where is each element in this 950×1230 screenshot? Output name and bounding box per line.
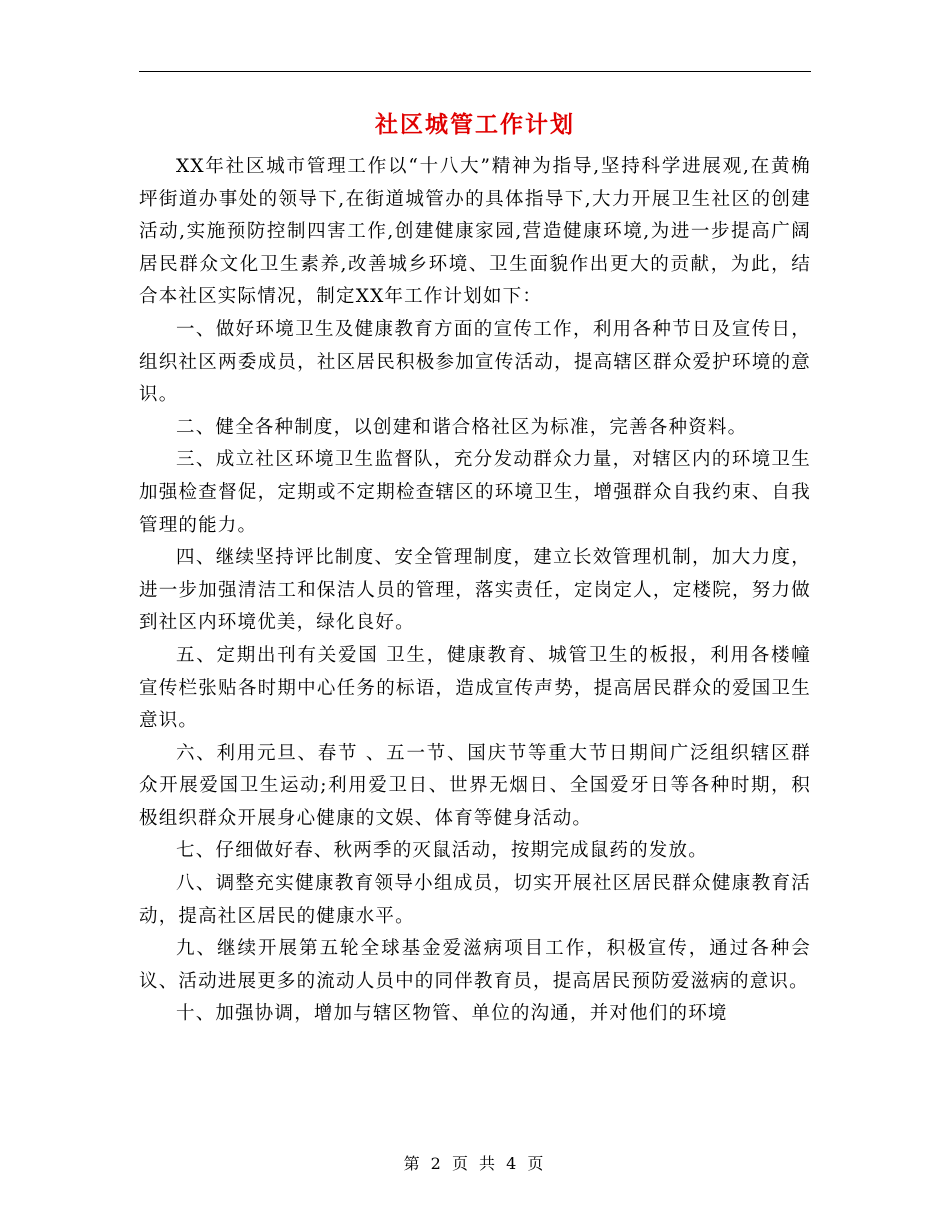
paragraph-item-10: 十、加强协调，增加与辖区物管、单位的沟通，并对他们的环境: [176, 1003, 728, 1025]
header-rule: [139, 71, 811, 72]
paragraph-item-1: 一、做好环境卫生及健康教育方面的宣传工作，利用各种节日及宣传日，组织社区两委成员，社区居民积极参加宣传活动，提高辖区群众爱护环境的意识。: [139, 318, 811, 406]
paragraph-item-8: 八、调整充实健康教育领导小组成员，切实开展社区居民群众健康教育活动，提高社区居民的健康水平。: [139, 873, 811, 927]
page-number-footer: 第 2 页 共 4 页: [403, 1154, 547, 1173]
paragraph-item-5: 五、定期出刊有关爱国 卫生，健康教育、城管卫生的板报，利用各楼幢宣传栏张贴各时期中心任务的标语，造成宣传声势，提高居民群众的爱国卫生意识。: [139, 644, 811, 732]
document-title: 社区城管工作计划: [375, 111, 575, 138]
paragraph-item-7: 七、仔细做好春、秋两季的灭鼠活动，按期完成鼠药的发放。: [176, 840, 708, 862]
paragraph-item-3: 三、成立社区环境卫生监督队，充分发动群众力量，对辖区内的环境卫生加强检查督促，定期或不定期检查辖区的环境卫生，增强群众自我约束、自我管理的能力。: [139, 449, 811, 536]
paragraph-intro: XX年社区城市管理工作以“十八大”精神为指导,坚持科学进展观,在黄桷坪街道办事处的领导下,在街道城管办的具体指导下,大力开展卫生社区的创建活动,实施预防控制四害工作,创建健康家园,营造健康环境,为进一步提高广阔居民群众文化卫生素养,改善城乡环境、卫生面貌作出更大的贡献，为此，结合本社区实际情况，制定XX年工作计划如下：: [139, 156, 811, 308]
paragraph-item-9: 九、继续开展第五轮全球基金爱滋病项目工作，积极宣传，通过各种会议、活动进展更多的流动人员中的同伴教育员，提高居民预防爱滋病的意识。: [139, 938, 811, 992]
paragraph-item-6: 六、利用元旦、春节 、五一节、国庆节等重大节日期间广泛组织辖区群众开展爱国卫生运动;利用爱卫日、世界无烟日、全国爱牙日等各种时期，积极组织群众开展身心健康的文娱、体育等健身活动。: [139, 742, 811, 829]
paragraph-item-4: 四、继续坚持评比制度、安全管理制度，建立长效管理机制，加大力度，进一步加强清洁工和保洁人员的管理，落实责任，定岗定人，定楼院，努力做到社区内环境优美，绿化良好。: [139, 547, 811, 634]
document-body: [139, 151, 811, 1031]
paragraph-item-2: 二、健全各种制度，以创建和谐合格社区为标准，完善各种资料。: [176, 416, 748, 438]
